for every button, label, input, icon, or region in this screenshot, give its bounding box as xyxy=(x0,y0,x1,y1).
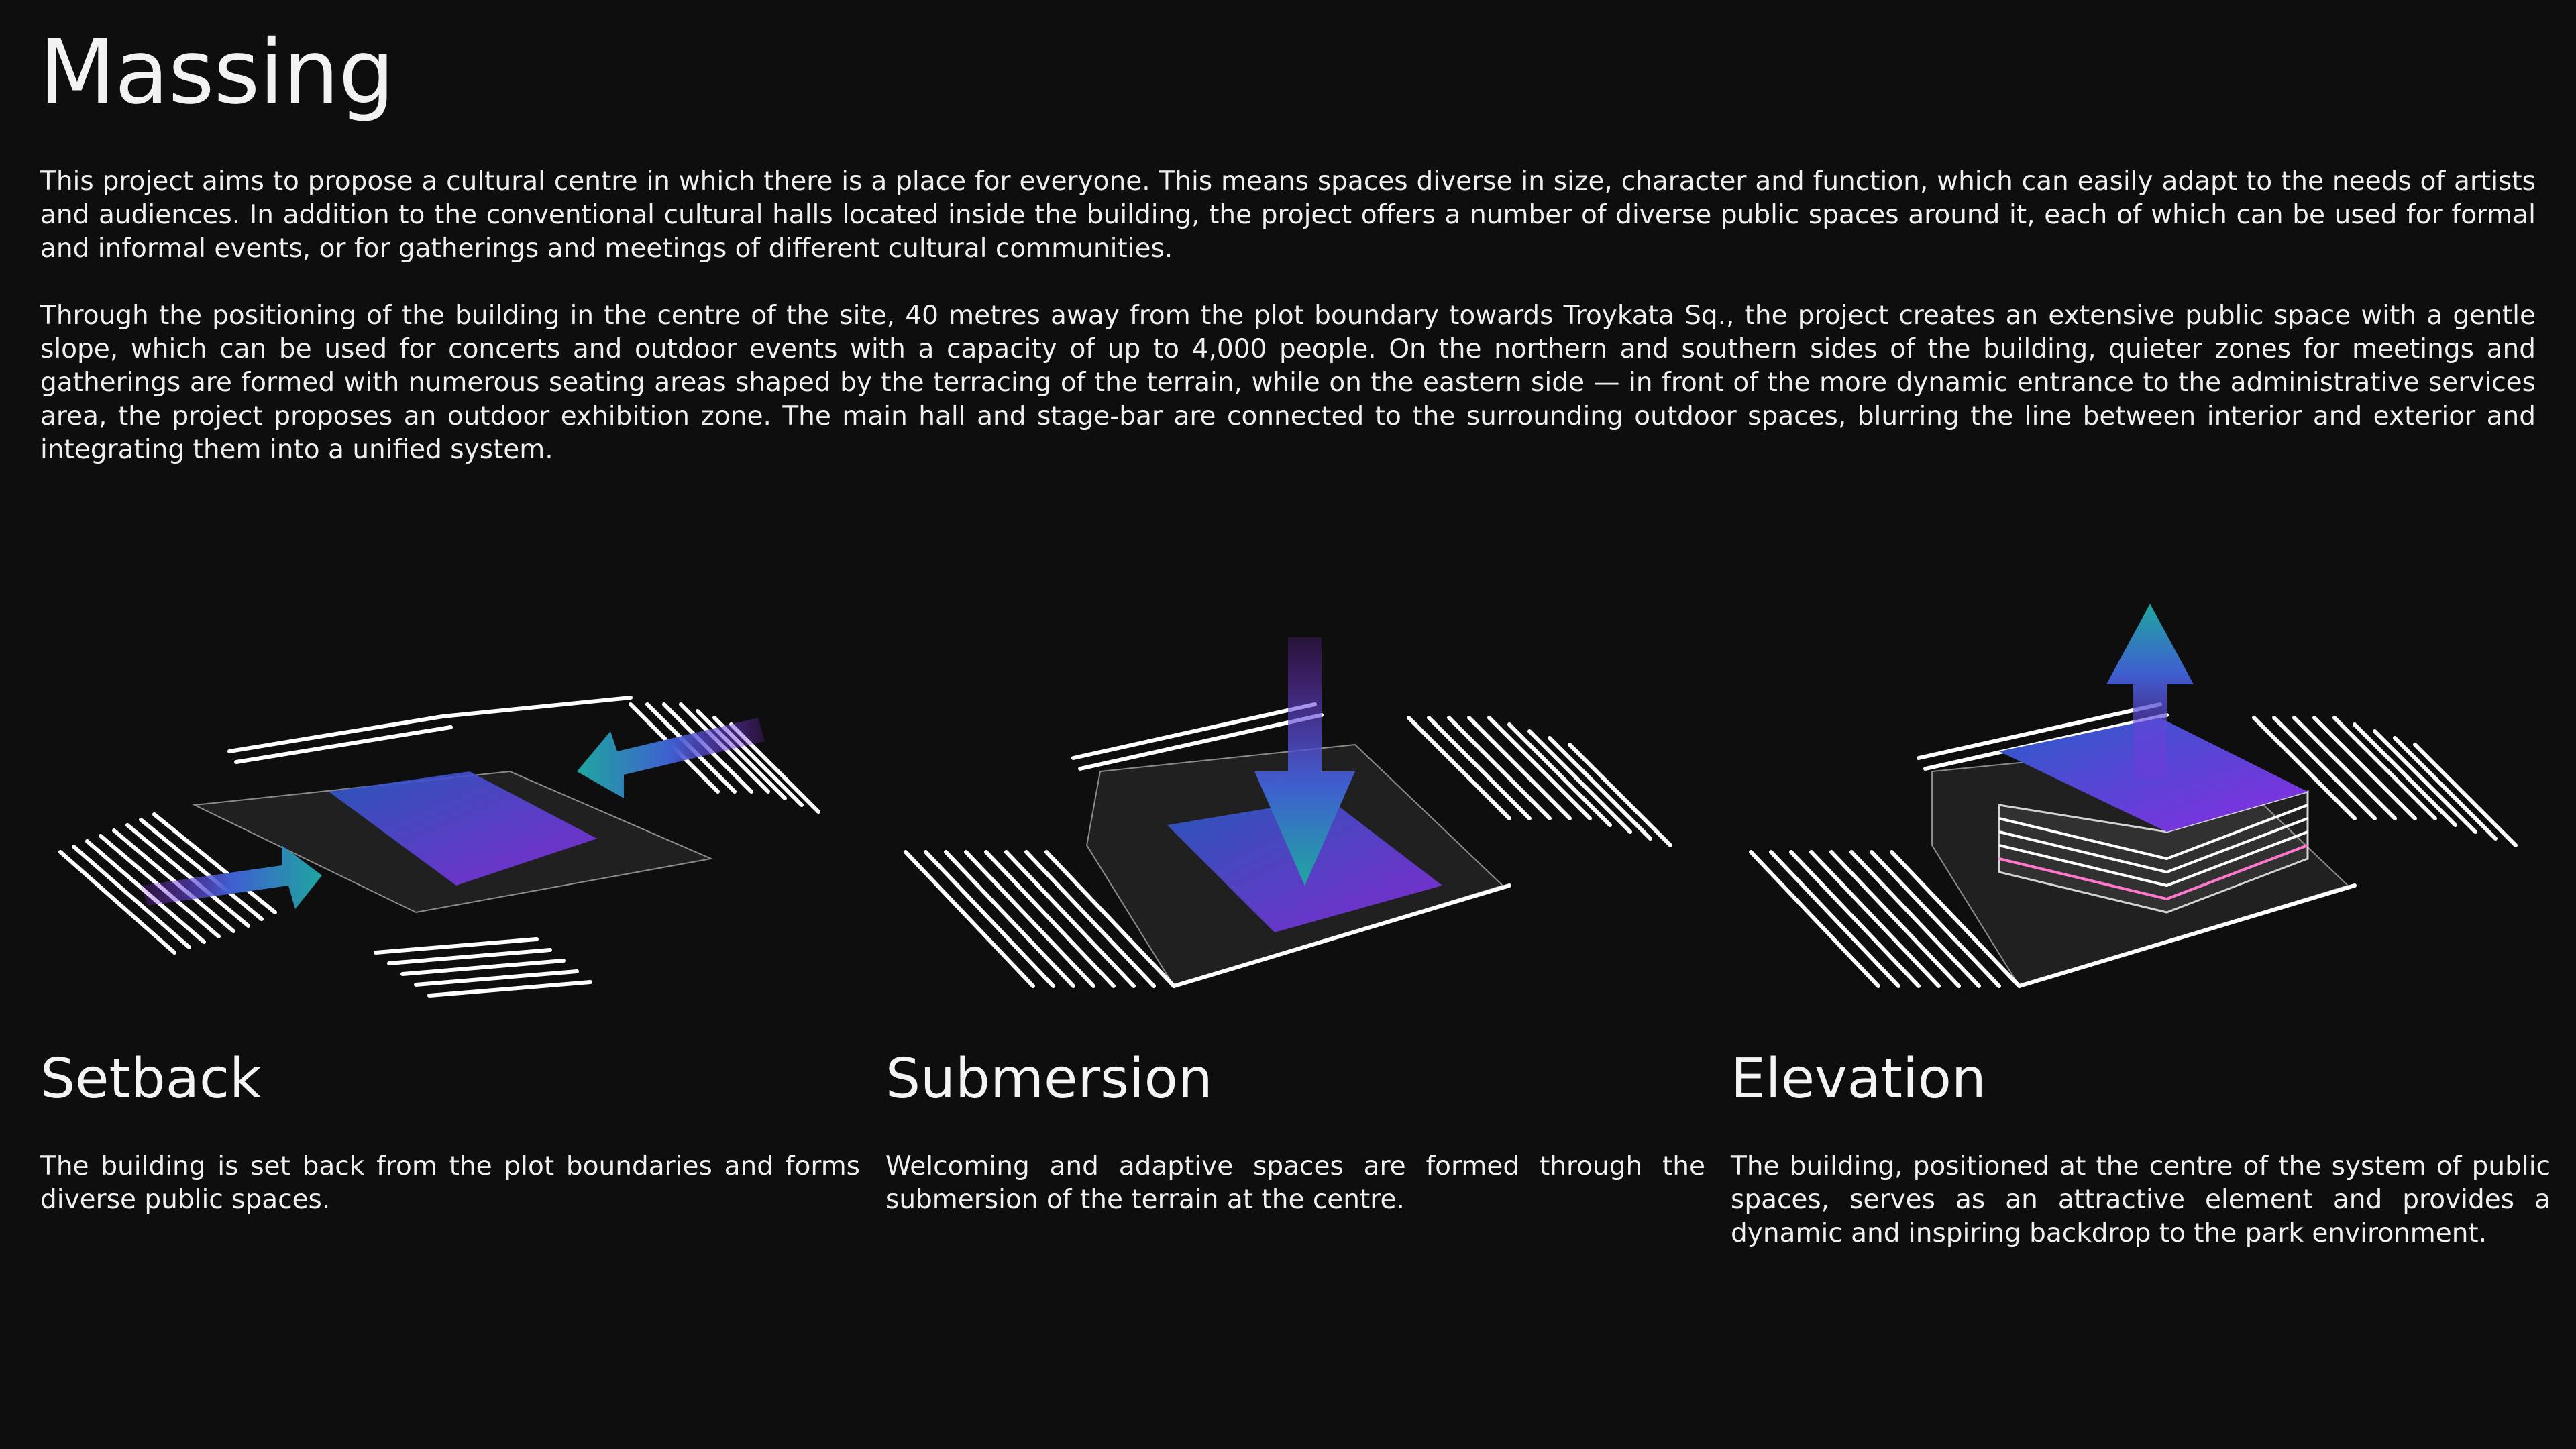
submersion-massing-illustration xyxy=(885,604,1731,1033)
intro-paragraph-1: This project aims to propose a cultural centre in which there is a place for everyone. This means spaces diverse in size, character and function, which can easily adapt to the needs of artists and audiences. In addition to the conventional cultural halls located inside the building, the project offers a number of diverse public spaces around it, each of which can be used for formal and informal events, or for gatherings and meetings of different cultural communities. xyxy=(40,166,2536,264)
setback-massing-illustration xyxy=(40,604,885,1033)
setback-diagram xyxy=(40,604,885,1033)
concept-heading: Submersion xyxy=(885,1047,1213,1111)
page-title: Massing xyxy=(39,21,394,124)
concept-submersion xyxy=(885,1047,1705,1217)
intro-paragraph-2: Through the positioning of the building in the centre of the site, 40 metres away from the plot boundary towards Troykata Sq., the project creates an extensive public space with a gentle slope, which can be used for concerts and outdoor events with a capacity of up to 4,000 people. On the northern and southern sides of the building, quieter zones for meetings and gatherings are formed with numerous seating areas shaped by the terracing of the terrain, while on the eastern side — in front of the more dynamic entrance to the administrative services area, the project proposes an outdoor exhibition zone. The main hall and stage-bar are connected to the surrounding outdoor spaces, blurring the line between interior and exterior and integrating them into a unified system. xyxy=(40,301,2536,465)
concept-heading: Elevation xyxy=(1731,1047,1986,1111)
concept-description: The building is set back from the plot boundaries and forms diverse public spaces. xyxy=(40,1151,860,1215)
elevation-massing-illustration xyxy=(1731,604,2576,1033)
submersion-diagram xyxy=(885,604,1731,1033)
concept-description: Welcoming and adaptive spaces are formed through the submersion of the terrain at the centre. xyxy=(885,1151,1705,1215)
concept-description: The building, positioned at the centre of the system of public spaces, serves as an attractive element and provides a dynamic and inspiring backdrop to the park environment. xyxy=(1731,1151,2551,1248)
concept-heading: Setback xyxy=(40,1047,262,1111)
concept-elevation xyxy=(1731,1047,2551,1250)
concept-setback xyxy=(40,1047,860,1217)
elevation-diagram xyxy=(1731,604,2576,1033)
